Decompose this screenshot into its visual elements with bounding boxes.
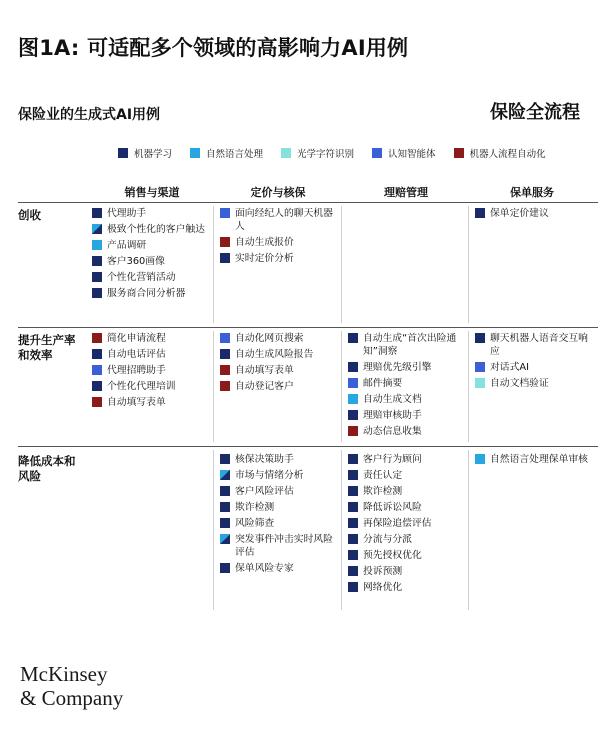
category-swatch [475, 362, 485, 372]
use-case-item [92, 380, 210, 393]
cell [348, 332, 464, 438]
figure-subtitle: 保险业的生成式AI用例 [18, 107, 161, 123]
category-swatch [92, 349, 102, 359]
cell [92, 332, 210, 409]
category-swatch [92, 397, 102, 407]
category-swatch [220, 534, 230, 544]
use-case-label: 自动填写表单 [235, 365, 294, 376]
category-swatch [220, 365, 230, 375]
logo-line-1: McKinsey [20, 662, 108, 686]
use-case-item [92, 271, 210, 284]
use-case-item [92, 207, 210, 220]
divider-top [18, 202, 598, 203]
use-case-item [348, 361, 464, 374]
use-case-item [92, 255, 210, 268]
column-header-sales: 销售与渠道 [124, 186, 180, 199]
category-swatch [220, 253, 230, 263]
use-case-item [348, 469, 464, 482]
use-case-item [348, 332, 464, 358]
figure-title: 图1A: 可适配多个领域的高影响力AI用例 [18, 36, 409, 60]
use-case-label: 降低诉讼风险 [363, 502, 422, 513]
cell [220, 453, 338, 575]
column-header-claims: 理赔管理 [384, 186, 428, 199]
use-case-label: 极致个性化的客户触达 [107, 224, 205, 235]
use-case-item [92, 332, 210, 345]
column-separator [341, 206, 342, 323]
use-case-label: 自动化网页搜索 [235, 333, 304, 344]
column-separator [213, 331, 214, 442]
use-case-label: 客户360画像 [107, 256, 165, 267]
category-swatch [220, 563, 230, 573]
cell [220, 207, 338, 265]
row-label-cost-risk: 降低成本和风险 [18, 454, 76, 483]
cell [92, 207, 210, 300]
use-case-label: 自动填写表单 [107, 397, 166, 408]
category-swatch [348, 426, 358, 436]
use-case-item [348, 393, 464, 406]
category-swatch [220, 502, 230, 512]
use-case-item [475, 361, 593, 374]
use-case-item [220, 207, 338, 233]
use-case-item [220, 332, 338, 345]
category-swatch [220, 518, 230, 528]
use-case-label: 自动登记客户 [235, 381, 294, 392]
use-case-label: 核保决策助手 [235, 454, 294, 465]
legend-label-nlp: 自然语言处理 [206, 149, 264, 160]
use-case-item [348, 533, 464, 546]
use-case-label: 理赔审核助手 [363, 410, 422, 421]
category-swatch [92, 288, 102, 298]
column-separator [213, 206, 214, 323]
use-case-item [348, 549, 464, 562]
use-case-item [220, 533, 338, 559]
legend-item-cog [372, 146, 436, 160]
category-swatch [348, 550, 358, 560]
use-case-item [92, 223, 210, 236]
use-case-item [348, 409, 464, 422]
category-swatch [92, 224, 102, 234]
category-swatch [475, 333, 485, 343]
category-swatch [220, 208, 230, 218]
column-separator [468, 206, 469, 323]
use-case-label: 动态信息收集 [363, 426, 422, 437]
use-case-item [220, 562, 338, 575]
cell [475, 453, 593, 466]
row-label-revenue: 创收 [18, 208, 41, 222]
category-swatch [220, 486, 230, 496]
use-case-label: 预先授权优化 [363, 550, 422, 561]
use-case-label: 邮件摘要 [363, 378, 403, 389]
use-case-label: 客户行为顾问 [363, 454, 422, 465]
use-case-item [220, 501, 338, 514]
legend-swatch-cog [372, 148, 382, 158]
use-case-item [475, 207, 593, 220]
column-separator [213, 450, 214, 610]
category-swatch [348, 454, 358, 464]
use-case-item [220, 517, 338, 530]
use-case-item [475, 377, 593, 390]
category-swatch [92, 240, 102, 250]
category-swatch [92, 365, 102, 375]
legend-swatch-nlp [190, 148, 200, 158]
category-swatch [220, 333, 230, 343]
use-case-label: 自动生成“首次出险通知”洞察 [363, 333, 457, 357]
legend-item-nlp [190, 146, 263, 160]
use-case-label: 自动生成报价 [235, 237, 294, 248]
category-swatch [348, 566, 358, 576]
use-case-item [348, 565, 464, 578]
use-case-label: 聊天机器人语音交互响应 [490, 333, 588, 357]
column-separator [341, 331, 342, 442]
legend-label-cog: 认知智能体 [388, 149, 436, 160]
category-swatch [475, 208, 485, 218]
category-swatch [475, 378, 485, 388]
use-case-label: 代理招聘助手 [107, 365, 166, 376]
legend-item-ocr [281, 146, 354, 160]
use-case-label: 欺诈检测 [363, 486, 403, 497]
use-case-item [348, 581, 464, 594]
use-case-label: 简化申请流程 [107, 333, 166, 344]
use-case-item [475, 453, 593, 466]
use-case-label: 自然语言处理保单审核 [490, 454, 588, 465]
category-swatch [348, 534, 358, 544]
category-swatch [92, 256, 102, 266]
use-case-label: 市场与情绪分析 [235, 470, 304, 481]
use-case-item [220, 348, 338, 361]
use-case-item [220, 485, 338, 498]
use-case-item [220, 236, 338, 249]
use-case-label: 个性化营销活动 [107, 272, 176, 283]
divider-row-1 [18, 327, 598, 328]
use-case-label: 自动文档验证 [490, 378, 549, 389]
column-header-pricing: 定价与核保 [250, 186, 306, 199]
use-case-label: 网络优化 [363, 582, 403, 593]
category-swatch [220, 381, 230, 391]
divider-row-2 [18, 446, 598, 447]
category-swatch [348, 394, 358, 404]
use-case-item [348, 501, 464, 514]
legend-label-rpa: 机器人流程自动化 [469, 149, 546, 160]
use-case-item [92, 348, 210, 361]
row-label-productivity: 提升生产率和效率 [18, 333, 76, 362]
use-case-label: 面向经纪人的聊天机器人 [235, 208, 333, 232]
use-case-item [348, 517, 464, 530]
category-swatch [92, 333, 102, 343]
legend-label-ocr: 光学字符识别 [297, 149, 355, 160]
legend [118, 146, 546, 160]
use-case-item [348, 485, 464, 498]
process-heading: 保险全流程 [490, 102, 580, 123]
use-case-label: 自动电话评估 [107, 349, 166, 360]
category-swatch [220, 470, 230, 480]
category-swatch [348, 486, 358, 496]
use-case-label: 自动生成风险报告 [235, 349, 314, 360]
category-swatch [348, 410, 358, 420]
use-case-label: 突发事件冲击实时风险评估 [235, 534, 333, 558]
category-swatch [92, 272, 102, 282]
column-separator [468, 331, 469, 442]
use-case-label: 责任认定 [363, 470, 403, 481]
use-case-label: 服务商合同分析器 [107, 288, 186, 299]
category-swatch [348, 502, 358, 512]
use-case-item [220, 453, 338, 466]
use-case-label: 产品调研 [107, 240, 147, 251]
use-case-item [92, 364, 210, 377]
use-case-label: 保单定价建议 [490, 208, 549, 219]
legend-label-ml: 机器学习 [134, 149, 173, 160]
category-swatch [220, 237, 230, 247]
use-case-item [348, 377, 464, 390]
use-case-label: 风险筛查 [235, 518, 275, 529]
use-case-label: 自动生成文档 [363, 394, 422, 405]
category-swatch [348, 333, 358, 343]
legend-item-rpa [454, 146, 546, 160]
legend-item-ml [118, 146, 172, 160]
use-case-label: 再保险追偿评估 [363, 518, 432, 529]
use-case-label: 代理助手 [107, 208, 147, 219]
legend-swatch-ml [118, 148, 128, 158]
category-swatch [92, 381, 102, 391]
use-case-item [475, 332, 593, 358]
legend-swatch-rpa [454, 148, 464, 158]
use-case-label: 对话式AI [490, 362, 529, 373]
category-swatch [348, 582, 358, 592]
category-swatch [220, 454, 230, 464]
use-case-item [220, 364, 338, 377]
use-case-item [220, 380, 338, 393]
cell [348, 453, 464, 594]
use-case-item [92, 287, 210, 300]
category-swatch [348, 378, 358, 388]
legend-swatch-ocr [281, 148, 291, 158]
use-case-label: 分流与分派 [363, 534, 412, 545]
category-swatch [348, 518, 358, 528]
mckinsey-logo [20, 662, 123, 710]
category-swatch [220, 349, 230, 359]
use-case-label: 保单风险专家 [235, 563, 294, 574]
use-case-item [220, 469, 338, 482]
use-case-label: 个性化代理培训 [107, 381, 176, 392]
use-case-item [348, 453, 464, 466]
use-case-label: 欺诈检测 [235, 502, 275, 513]
cell [475, 332, 593, 390]
category-swatch [348, 470, 358, 480]
category-swatch [92, 208, 102, 218]
column-separator [341, 450, 342, 610]
cell [220, 332, 338, 393]
logo-line-2: & Company [20, 686, 124, 710]
use-case-label: 客户风险评估 [235, 486, 294, 497]
use-case-label: 投诉预测 [363, 566, 403, 577]
category-swatch [348, 362, 358, 372]
cell [475, 207, 593, 220]
use-case-label: 理赔优先级引擎 [363, 362, 432, 373]
category-swatch [475, 454, 485, 464]
use-case-item [92, 239, 210, 252]
column-header-policy: 保单服务 [510, 186, 554, 199]
use-case-item [348, 425, 464, 438]
use-case-item [220, 252, 338, 265]
column-separator [468, 450, 469, 610]
use-case-label: 实时定价分析 [235, 253, 294, 264]
use-case-item [92, 396, 210, 409]
